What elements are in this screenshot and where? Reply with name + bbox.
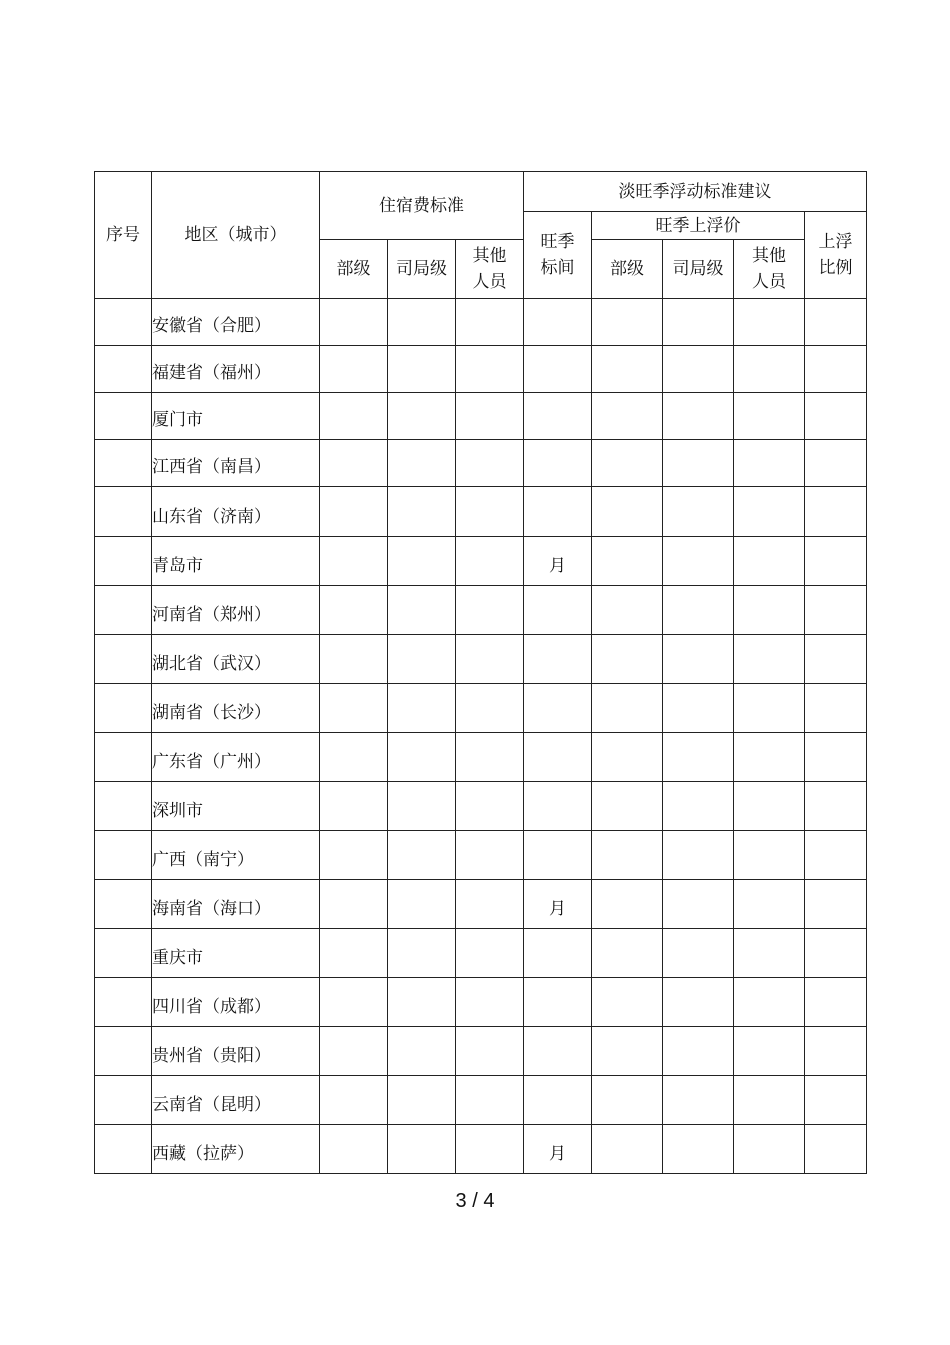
- cell-empty: [456, 1027, 524, 1076]
- cell-empty: [320, 440, 388, 487]
- cell-empty: [388, 346, 456, 393]
- cell-region: 福建省（福州）: [152, 346, 320, 393]
- cell-empty: [592, 929, 663, 978]
- cell-empty: [388, 880, 456, 929]
- cell-empty: [592, 978, 663, 1027]
- cell-empty: [592, 1027, 663, 1076]
- cell-seq: [95, 1027, 152, 1076]
- cell-seq: [95, 684, 152, 733]
- cell-empty: [805, 586, 867, 635]
- cell-empty: [734, 929, 805, 978]
- header-peak-bureau: 司局级: [663, 240, 734, 299]
- cell-empty: [734, 299, 805, 346]
- cell-peak-period: [524, 635, 592, 684]
- cell-seq: [95, 537, 152, 586]
- cell-empty: [663, 978, 734, 1027]
- cell-region: 云南省（昆明）: [152, 1076, 320, 1125]
- cell-region: 青岛市: [152, 537, 320, 586]
- cell-region: 广东省（广州）: [152, 733, 320, 782]
- cell-empty: [592, 1076, 663, 1125]
- cell-peak-period: 月: [524, 1125, 592, 1174]
- cell-empty: [805, 831, 867, 880]
- header-seasonal-suggestion: 淡旺季浮动标准建议: [524, 172, 867, 212]
- table-row: [95, 393, 867, 440]
- cell-empty: [663, 733, 734, 782]
- cell-empty: [320, 929, 388, 978]
- cell-empty: [663, 1076, 734, 1125]
- cell-peak-period: [524, 831, 592, 880]
- cell-empty: [663, 440, 734, 487]
- cell-empty: [592, 1125, 663, 1174]
- cell-seq: [95, 299, 152, 346]
- cell-empty: [456, 978, 524, 1027]
- cell-region: 安徽省（合肥）: [152, 299, 320, 346]
- cell-empty: [592, 537, 663, 586]
- cell-region: 江西省（南昌）: [152, 440, 320, 487]
- cell-empty: [663, 537, 734, 586]
- cell-seq: [95, 586, 152, 635]
- cell-seq: [95, 880, 152, 929]
- cell-empty: [663, 586, 734, 635]
- cell-peak-period: [524, 1027, 592, 1076]
- cell-empty: [592, 733, 663, 782]
- header-peak-price: 旺季上浮价: [592, 212, 805, 240]
- cell-empty: [388, 586, 456, 635]
- header-float-ratio: 上浮 比例: [805, 212, 867, 299]
- cell-empty: [456, 1076, 524, 1125]
- table-row: [95, 487, 867, 537]
- cell-seq: [95, 1076, 152, 1125]
- header-ministry: 部级: [320, 240, 388, 299]
- cell-region: 海南省（海口）: [152, 880, 320, 929]
- cell-empty: [805, 635, 867, 684]
- cell-region: 深圳市: [152, 782, 320, 831]
- cell-empty: [320, 393, 388, 440]
- cell-empty: [805, 880, 867, 929]
- cell-seq: [95, 393, 152, 440]
- cell-empty: [663, 299, 734, 346]
- table-row: [95, 684, 867, 733]
- cell-empty: [456, 393, 524, 440]
- cell-empty: [320, 1076, 388, 1125]
- cell-empty: [320, 880, 388, 929]
- cell-empty: [592, 346, 663, 393]
- cell-peak-period: [524, 684, 592, 733]
- cell-region: 湖南省（长沙）: [152, 684, 320, 733]
- cell-empty: [388, 487, 456, 537]
- cell-empty: [734, 440, 805, 487]
- cell-empty: [734, 635, 805, 684]
- cell-empty: [663, 346, 734, 393]
- cell-empty: [456, 782, 524, 831]
- table-row: [95, 1125, 867, 1174]
- cell-empty: [805, 684, 867, 733]
- table-row: [95, 346, 867, 393]
- cell-empty: [320, 635, 388, 684]
- cell-empty: [734, 586, 805, 635]
- cell-region: 厦门市: [152, 393, 320, 440]
- cell-empty: [320, 1027, 388, 1076]
- cell-region: 山东省（济南）: [152, 487, 320, 537]
- cell-empty: [320, 487, 388, 537]
- cell-empty: [592, 299, 663, 346]
- cell-empty: [388, 978, 456, 1027]
- cell-empty: [456, 684, 524, 733]
- header-lodging-standard: 住宿费标准: [320, 172, 524, 240]
- cell-empty: [456, 440, 524, 487]
- cell-empty: [320, 684, 388, 733]
- cell-empty: [663, 929, 734, 978]
- cell-empty: [734, 1076, 805, 1125]
- table-row: [95, 586, 867, 635]
- cell-empty: [320, 537, 388, 586]
- cell-peak-period: 月: [524, 880, 592, 929]
- table-row: [95, 1076, 867, 1125]
- table-row: [95, 831, 867, 880]
- header-peak-period: 旺季 标间: [524, 212, 592, 299]
- cell-region: 重庆市: [152, 929, 320, 978]
- cell-empty: [805, 733, 867, 782]
- cell-region: 河南省（郑州）: [152, 586, 320, 635]
- cell-region: 贵州省（贵阳）: [152, 1027, 320, 1076]
- cell-seq: [95, 635, 152, 684]
- cell-empty: [805, 929, 867, 978]
- cell-empty: [805, 346, 867, 393]
- cell-empty: [805, 487, 867, 537]
- cell-empty: [805, 1076, 867, 1125]
- cell-empty: [734, 782, 805, 831]
- cell-empty: [320, 782, 388, 831]
- cell-empty: [388, 635, 456, 684]
- cell-empty: [734, 1125, 805, 1174]
- cell-empty: [456, 831, 524, 880]
- cell-empty: [456, 1125, 524, 1174]
- cell-peak-period: [524, 782, 592, 831]
- cell-empty: [320, 831, 388, 880]
- cell-empty: [456, 635, 524, 684]
- cell-empty: [805, 393, 867, 440]
- cell-empty: [592, 880, 663, 929]
- cell-empty: [456, 880, 524, 929]
- cell-empty: [592, 782, 663, 831]
- cell-seq: [95, 487, 152, 537]
- cell-empty: [592, 635, 663, 684]
- cell-empty: [734, 1027, 805, 1076]
- cell-empty: [320, 733, 388, 782]
- cell-empty: [663, 831, 734, 880]
- header-seq: 序号: [95, 172, 152, 299]
- cell-empty: [663, 782, 734, 831]
- cell-region: 西藏（拉萨）: [152, 1125, 320, 1174]
- table-row: [95, 782, 867, 831]
- cell-empty: [592, 831, 663, 880]
- cell-empty: [320, 586, 388, 635]
- cell-empty: [320, 978, 388, 1027]
- cell-seq: [95, 1125, 152, 1174]
- cell-empty: [734, 684, 805, 733]
- header-peak-ministry: 部级: [592, 240, 663, 299]
- cell-empty: [663, 880, 734, 929]
- cell-empty: [456, 586, 524, 635]
- cell-empty: [663, 1125, 734, 1174]
- cell-empty: [456, 487, 524, 537]
- cell-empty: [592, 684, 663, 733]
- cell-empty: [805, 440, 867, 487]
- cell-empty: [456, 733, 524, 782]
- table-row: [95, 929, 867, 978]
- cell-empty: [388, 299, 456, 346]
- cell-empty: [388, 733, 456, 782]
- cell-region: 四川省（成都）: [152, 978, 320, 1027]
- cell-empty: [592, 487, 663, 537]
- table-row: [95, 733, 867, 782]
- cell-empty: [388, 929, 456, 978]
- cell-empty: [805, 1027, 867, 1076]
- cell-peak-period: [524, 393, 592, 440]
- cell-peak-period: [524, 978, 592, 1027]
- table-row: [95, 880, 867, 929]
- cell-empty: [388, 1076, 456, 1125]
- cell-empty: [663, 487, 734, 537]
- table-row: [95, 299, 867, 346]
- header-other-staff: 其他 人员: [456, 240, 524, 299]
- cell-empty: [388, 782, 456, 831]
- cell-seq: [95, 978, 152, 1027]
- cell-peak-period: [524, 299, 592, 346]
- cell-peak-period: [524, 440, 592, 487]
- cell-region: 湖北省（武汉）: [152, 635, 320, 684]
- page-number: 3 / 4: [455, 1190, 495, 1212]
- cell-peak-period: [524, 346, 592, 393]
- cell-empty: [388, 537, 456, 586]
- cell-empty: [388, 1027, 456, 1076]
- cell-seq: [95, 929, 152, 978]
- cell-peak-period: [524, 487, 592, 537]
- cell-empty: [388, 393, 456, 440]
- cell-empty: [320, 1125, 388, 1174]
- cell-peak-period: [524, 586, 592, 635]
- cell-peak-period: [524, 733, 592, 782]
- cell-empty: [663, 684, 734, 733]
- cell-empty: [663, 393, 734, 440]
- cell-empty: [456, 929, 524, 978]
- cell-empty: [320, 346, 388, 393]
- cell-empty: [388, 440, 456, 487]
- cell-empty: [320, 299, 388, 346]
- table-row: [95, 635, 867, 684]
- table-row: [95, 537, 867, 586]
- header-region: 地区（城市）: [152, 172, 320, 299]
- cell-seq: [95, 733, 152, 782]
- cell-empty: [734, 346, 805, 393]
- cell-empty: [388, 1125, 456, 1174]
- cell-empty: [592, 586, 663, 635]
- cell-peak-period: [524, 1076, 592, 1125]
- cell-empty: [456, 346, 524, 393]
- cell-empty: [805, 782, 867, 831]
- cell-empty: [805, 537, 867, 586]
- cell-empty: [805, 978, 867, 1027]
- cell-seq: [95, 346, 152, 393]
- cell-empty: [592, 440, 663, 487]
- cell-empty: [456, 537, 524, 586]
- cell-seq: [95, 831, 152, 880]
- cell-empty: [734, 880, 805, 929]
- cell-empty: [388, 684, 456, 733]
- cell-empty: [734, 831, 805, 880]
- table-row: [95, 440, 867, 487]
- header-peak-other-staff: 其他 人员: [734, 240, 805, 299]
- cell-seq: [95, 782, 152, 831]
- cell-empty: [663, 1027, 734, 1076]
- cell-seq: [95, 440, 152, 487]
- cell-empty: [388, 831, 456, 880]
- cell-empty: [805, 299, 867, 346]
- cell-empty: [592, 393, 663, 440]
- cell-peak-period: [524, 929, 592, 978]
- cell-region: 广西（南宁）: [152, 831, 320, 880]
- cell-empty: [805, 1125, 867, 1174]
- cell-empty: [734, 733, 805, 782]
- cell-empty: [663, 635, 734, 684]
- table-row: [95, 1027, 867, 1076]
- cell-empty: [734, 393, 805, 440]
- cell-peak-period: 月: [524, 537, 592, 586]
- table-row: [95, 978, 867, 1027]
- cell-empty: [734, 537, 805, 586]
- lodging-standard-table: [94, 171, 867, 1174]
- header-bureau: 司局级: [388, 240, 456, 299]
- cell-empty: [734, 978, 805, 1027]
- cell-empty: [456, 299, 524, 346]
- cell-empty: [734, 487, 805, 537]
